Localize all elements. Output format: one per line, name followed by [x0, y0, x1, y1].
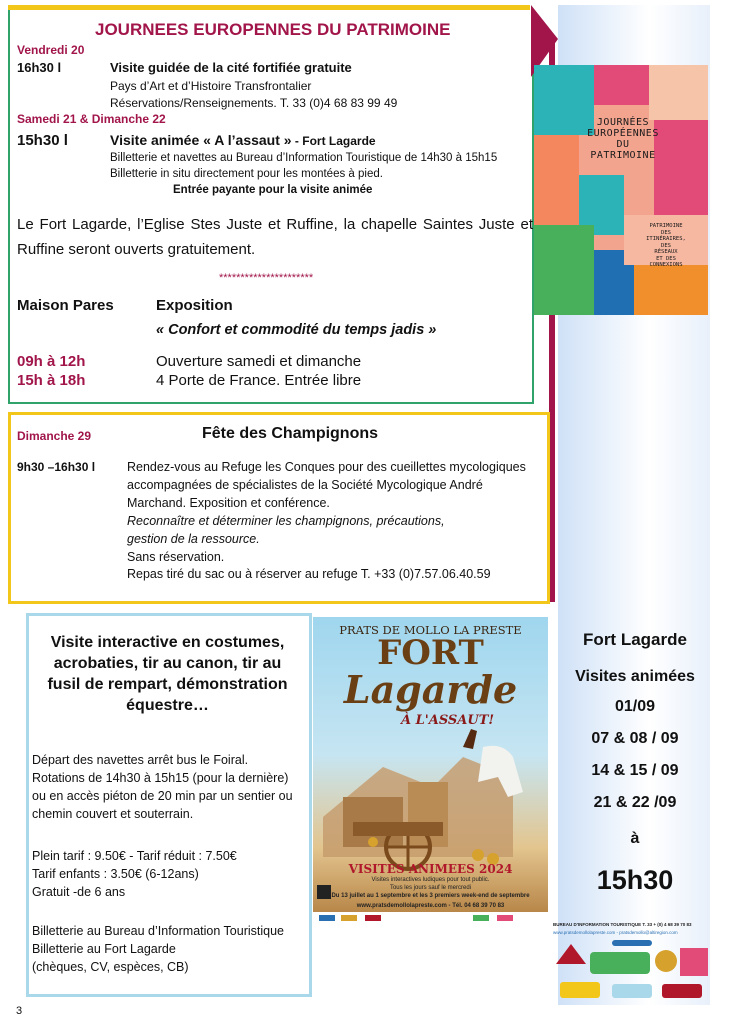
fort-side-date: 07 & 08 / 09: [591, 730, 679, 747]
poster-block: [634, 265, 708, 315]
qr-code-icon: [317, 885, 331, 899]
logo-icon: [341, 915, 357, 921]
champignons-line3: Marchand. Exposition et conférence.: [127, 496, 330, 510]
visite-tarif-line: Gratuit -de 6 ans: [32, 885, 126, 899]
champignons-line4: Reconnaître et déterminer les champignons, précautions,: [127, 514, 445, 528]
weekend-line2: Billetterie in situ directement pour les montées à pied.: [110, 168, 383, 180]
visite-billet-line: Billetterie au Fort Lagarde: [32, 942, 176, 956]
vallespir-logo: [662, 984, 702, 998]
poster2-logos-bar: [313, 912, 548, 924]
weekend-event-place: - Fort Lagarde: [291, 134, 376, 148]
prats-de-mollo-logo: [612, 984, 652, 998]
poster2-title1: FORT: [377, 633, 484, 673]
poster2-small1: Visites interactives ludiques pour tout public.: [371, 877, 490, 883]
visite-tarifs: [32, 847, 237, 901]
poster2-visites: VISITES ANIMEES 2024: [348, 862, 513, 876]
patrimoine-poster: [534, 65, 708, 315]
visite-title-line: fusil de rempart, démonstration: [47, 676, 288, 693]
fort-side-date: 01/09: [614, 698, 656, 715]
pays-art-logo: [680, 948, 708, 976]
visite-depart-line: Départ des navettes arrêt bus le Foiral.: [32, 753, 249, 767]
poster2-small3: Du 13 juillet au 1 septembre et les 3 premiers week-end de septembre: [331, 893, 530, 899]
weekend-event: Visite animée « A l’assaut »: [110, 132, 292, 148]
weekend-event-line: [110, 132, 376, 148]
visite-billet-line: Billetterie au Bureau d’Information Touristique: [32, 924, 284, 938]
fort-side-date: 14 & 15 / 09: [591, 762, 679, 779]
champignons-line2: accompagnées de spécialistes de la Société Mycologique André: [127, 478, 483, 492]
champignons-line5: gestion de la ressource.: [127, 532, 260, 546]
poster1-title: [548, 117, 698, 161]
weekend-day: Samedi 21 & Dimanche 22: [17, 112, 166, 126]
poster1-title-line: PATRIMOINE: [590, 150, 656, 161]
poster1-title-line: DU: [616, 139, 630, 150]
social-icons: [612, 940, 652, 946]
maison-expo-title: « Confort et commodité du temps jadis »: [156, 322, 437, 338]
poster2-small2: Tous les jours sauf le mercredi: [389, 885, 472, 891]
visite-title-line: équestre…: [126, 697, 209, 714]
champignons-line7: Repas tiré du sac ou à réserver au refuge T. +33 (0)7.57.06.40.59: [127, 567, 491, 581]
maison-expo: Exposition: [156, 297, 233, 314]
poster1-title-line: JOURNÉES: [596, 117, 650, 128]
friday-event: Visite guidée de la cité fortifiée gratuite: [110, 60, 352, 75]
poster1-subtitle: [626, 223, 706, 269]
friday-time: 16h30 l: [17, 60, 62, 75]
poster1-sub-line: DES: [661, 242, 671, 249]
visite-depart-line: ou en accès piéton de 20 min par un sentier ou: [32, 789, 293, 803]
crest-logo: [655, 950, 677, 972]
visite-depart: [32, 751, 293, 823]
friday-day: Vendredi 20: [17, 43, 85, 57]
page-number: 3: [16, 1005, 23, 1017]
visite-tarif-line: Tarif enfants : 3.50€ (6-12ans): [32, 867, 199, 881]
poster2-top: PRATS DE MOLLO LA PRESTE: [339, 623, 522, 637]
visite-depart-line: Rotations de 14h30 à 15h15 (pour la dernière): [32, 771, 289, 785]
poster1-sub-line: CONNEXIONS: [649, 262, 683, 268]
weekend-line1: Billetterie et navettes au Bureau d’Information Touristique de 14h30 à 15h15: [110, 152, 498, 164]
poster1-sub-line: PATRIMOINE: [649, 223, 683, 229]
champignons-time: 9h30 –16h30 l: [17, 460, 96, 474]
visite-tarif-line: Plein tarif : 9.50€ - Tarif réduit : 7.50€: [32, 849, 237, 863]
patrimoine-title: JOURNEES EUROPENNES DU PATRIMOINE: [95, 20, 451, 39]
poster1-sub-line: RÉSEAUX: [654, 249, 678, 255]
logo-icon: [473, 915, 489, 921]
maison-info1: Ouverture samedi et dimanche: [156, 353, 362, 370]
maison-label: Maison Pares: [17, 297, 114, 314]
visite-depart-line: chemin couvert et souterrain.: [32, 807, 194, 821]
office-line2: www.pratsdemollolapreste.com - pratsdemollo@altiregion.com: [553, 930, 678, 935]
poster2-illustration: [313, 727, 548, 877]
visite-billetterie: [32, 922, 284, 976]
poster2-subtitle: À L'ASSAUT!: [401, 713, 495, 728]
stars-divider: **********************: [219, 272, 314, 284]
friday-line1: Pays d’Art et d’Histoire Transfrontalier: [110, 79, 312, 93]
poster-block: [534, 225, 594, 315]
office-line1: BUREAU D'INFORMATION TOURISTIQUE T. 33 + (0) 4 68 39 70 83: [553, 922, 692, 927]
weekend-time: 15h30 l: [17, 132, 68, 149]
logo-icon: [365, 915, 381, 921]
maison-hours1: 09h à 12h: [17, 353, 86, 370]
fort-side-title: Fort Lagarde: [583, 630, 687, 649]
fort-side-time: 15h30: [596, 865, 674, 895]
poster1-title-line: EUROPÉENNES: [587, 128, 659, 139]
fort-side-date: 21 & 22 /09: [593, 794, 677, 811]
champignons-title: Fête des Champignons: [202, 425, 379, 442]
fort-lagarde-poster: [313, 617, 548, 924]
poster2-title2: Lagarde: [343, 667, 518, 712]
maison-hours2: 15h à 18h: [17, 372, 86, 389]
visite-title-line: acrobaties, tir au canon, tir au: [53, 655, 282, 672]
visite-title-line: Visite interactive en costumes,: [50, 634, 285, 651]
free-paragraph: Le Fort Lagarde, l’Eglise Stes Juste et Ruffine, la chapelle Saintes Juste et Ruffine seront ouverts gratuitement.: [17, 216, 533, 258]
maison-info2: 4 Porte de France. Entrée libre: [156, 372, 362, 389]
poster2-footer: www.pratsdemollolapreste.com - Tél. 04 68 39 70 83: [356, 903, 505, 909]
friday-line2: Réservations/Renseignements. T. 33 (0)4 68 83 99 49: [110, 96, 398, 110]
poster1-sub-line: ET DES: [656, 255, 676, 262]
poster-block: [594, 65, 649, 105]
visite-title: [30, 632, 305, 716]
logo-icon: [497, 915, 513, 921]
fort-side-a: à: [630, 830, 640, 847]
poster1-sub-line: ITINÉRAIRES,: [646, 236, 686, 242]
champignons-line1: Rendez-vous au Refuge les Conques pour des cueillettes mycologiques: [127, 460, 526, 474]
visite-billet-line: (chèques, CV, espèces, CB): [32, 960, 189, 974]
fort-side-sub: Visites animées: [575, 668, 695, 685]
prats-toujours-logo: [560, 982, 600, 998]
champignons-day: Dimanche 29: [17, 429, 92, 443]
weekend-line3: Entrée payante pour la visite animée: [173, 184, 373, 196]
logo-icon: [319, 915, 335, 921]
villes-fleuris-logo: [590, 952, 650, 974]
poster-block: [649, 65, 708, 120]
poster1-sub-line: DES: [661, 229, 671, 236]
champignons-line6: Sans réservation.: [127, 550, 225, 564]
